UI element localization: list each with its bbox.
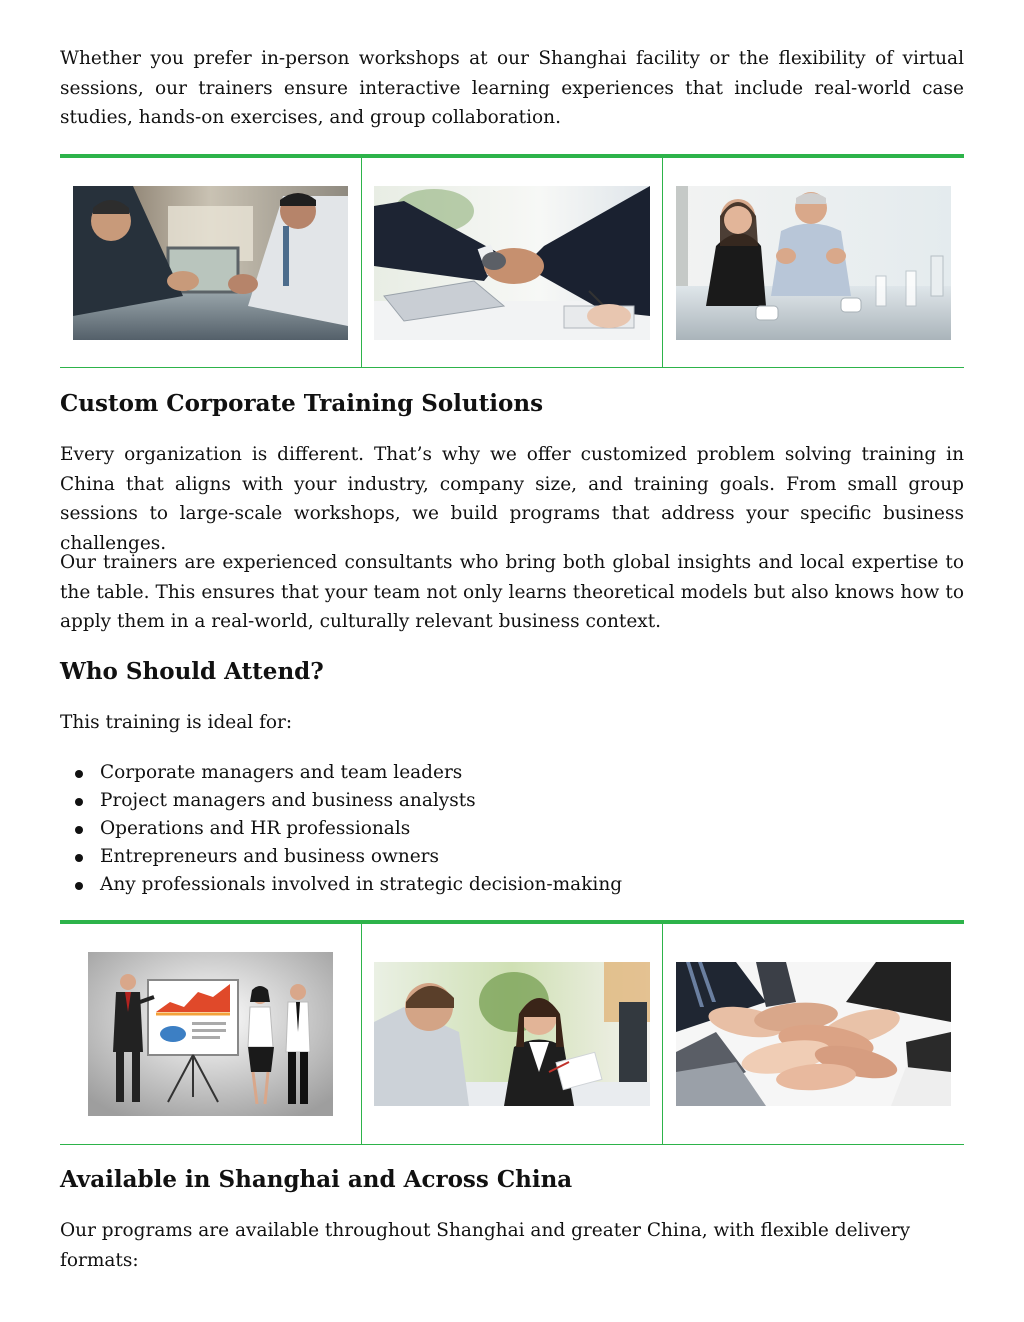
list-item: Project managers and business analysts: [60, 787, 964, 815]
who-should-attend-heading: Who Should Attend?: [60, 658, 324, 685]
gallery-cell: [60, 924, 361, 1144]
gallery-cell: [662, 924, 963, 1144]
image-gallery-top: [60, 154, 964, 368]
custom-training-paragraph-2: Our trainers are experienced consultants who bring both global insights and local expertise to the table. This ensures that your team not only learns theoretical models but also knows how to apply them in a real-world, culturally relevant business context.: [60, 552, 964, 632]
interview-photo: [374, 962, 650, 1106]
list-item: Corporate managers and team leaders: [60, 759, 964, 787]
availability-paragraph: Our programs are available throughout Shanghai and greater China, with flexible delivery formats:: [60, 1220, 911, 1271]
handshake-photo: [374, 186, 650, 340]
gallery-cell: [361, 158, 662, 367]
intro-paragraph: Whether you prefer in-person workshops at our Shanghai facility or the flexibility of virtual sessions, our trainers ensure interactive learning experiences that include real-world case studies, hands-on exercises, and group collaboration.: [60, 48, 964, 128]
list-item: Operations and HR professionals: [60, 815, 964, 843]
gallery-cell: [60, 158, 361, 367]
gallery-cell: [361, 924, 662, 1144]
conference-discussion-photo: [676, 186, 951, 340]
gallery-cell: [662, 158, 963, 367]
business-meeting-photo: [73, 186, 348, 340]
list-item: Any professionals involved in strategic decision-making: [60, 871, 964, 899]
attendee-list: [60, 759, 964, 899]
list-item: Entrepreneurs and business owners: [60, 843, 964, 871]
availability-heading: Available in Shanghai and Across China: [60, 1166, 573, 1193]
custom-training-heading: Custom Corporate Training Solutions: [60, 390, 544, 417]
custom-training-paragraph-1: Every organization is different. That’s why we offer customized problem solving training in China that aligns with your industry, company size, and training goals. From small group sessions to large-scale workshops, we build programs that address your specific business challenges.: [60, 444, 964, 554]
team-hands-photo: [676, 962, 951, 1106]
presentation-illustration: [88, 952, 333, 1116]
attend-intro: This training is ideal for:: [60, 712, 293, 733]
image-gallery-bottom: [60, 920, 964, 1145]
